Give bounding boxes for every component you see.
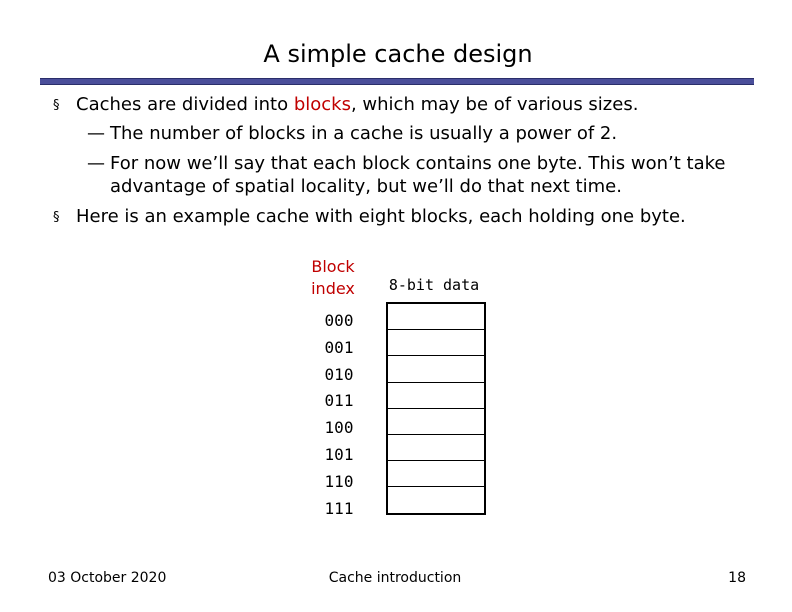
block-index-header-line-2: index: [311, 279, 355, 298]
cache-block: [388, 409, 484, 435]
block-index: 010: [324, 364, 354, 384]
block-index-list: [318, 308, 360, 522]
title-divider: [40, 78, 754, 85]
block-index: 110: [324, 471, 354, 491]
cache-block: [388, 383, 484, 409]
block-index: 011: [324, 391, 354, 411]
cache-table: [386, 302, 486, 515]
block-index: 001: [324, 337, 354, 357]
cache-block: [388, 304, 484, 330]
sub-bullet-dash: —: [87, 123, 105, 144]
data-header: 8-bit data: [388, 276, 480, 294]
bullet-1-text-end: , which may be of various sizes.: [350, 94, 639, 115]
bullet-2: Here is an example cache with eight blocks, each holding one byte.: [76, 206, 686, 227]
bullet-1: [76, 94, 638, 115]
cache-block: [388, 487, 484, 512]
sub-bullet-2-line-2: advantage of spatial locality, but we’ll do that next time.: [110, 176, 622, 197]
block-index: 100: [324, 418, 354, 438]
bullet-marker: §: [53, 98, 60, 113]
page-number: 18: [728, 570, 746, 586]
cache-block: [388, 435, 484, 461]
block-index-header: [303, 256, 363, 300]
blocks-term: blocks: [293, 94, 351, 115]
cache-block: [388, 356, 484, 382]
footer-topic: Cache introduction: [328, 570, 462, 586]
bullet-1-text-start: Caches are divided into: [76, 94, 294, 115]
block-index: 101: [324, 444, 354, 464]
block-index-header-line-1: Block: [311, 257, 355, 276]
sub-bullet-2-line-1: For now we’ll say that each block contains one byte. This won’t take: [110, 153, 726, 174]
cache-block: [388, 461, 484, 487]
block-index: 111: [324, 498, 354, 518]
block-index: 000: [324, 311, 354, 330]
footer-date: 03 October 2020: [48, 570, 167, 586]
sub-bullet-dash: —: [87, 153, 105, 174]
sub-bullet-1: The number of blocks in a cache is usually a power of 2.: [110, 123, 618, 144]
slide-title: A simple cache design: [263, 40, 533, 68]
cache-block: [388, 330, 484, 356]
bullet-marker: §: [53, 210, 60, 225]
